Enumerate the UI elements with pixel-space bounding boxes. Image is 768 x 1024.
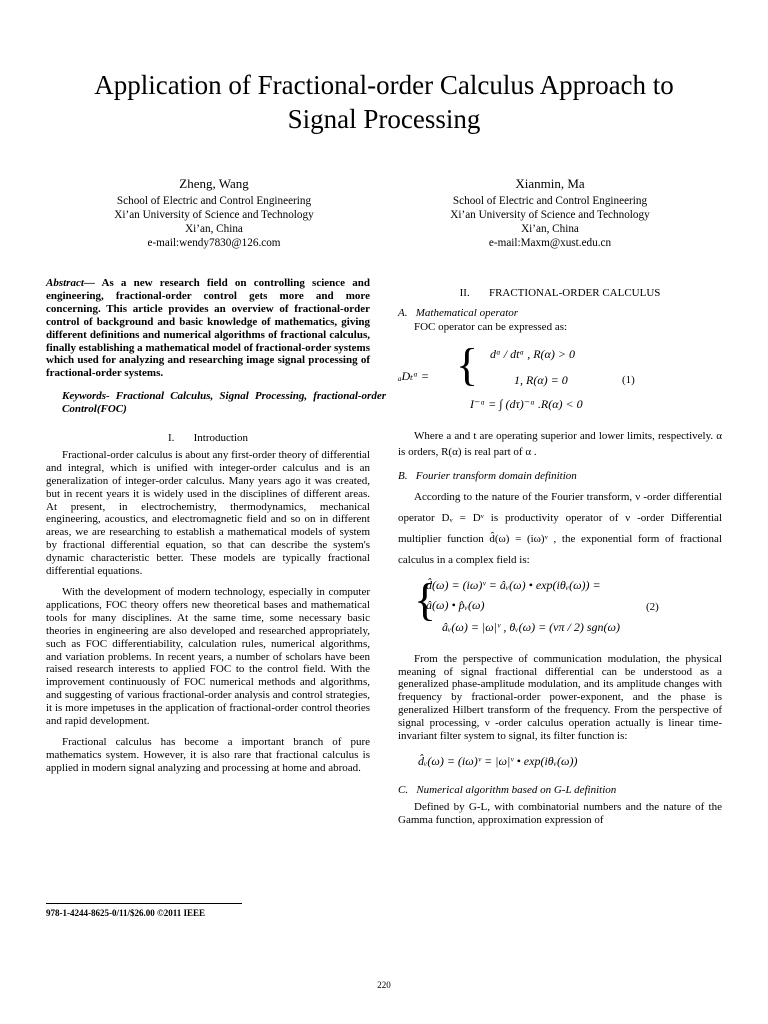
equation-case: 1, R(α) = 0 <box>514 372 568 387</box>
paragraph: From the perspective of communication modulation, the physical meaning of signal fractional differential can be understood as a generalized phase-amplitude modulation, and its amplitude changes with frequency by fractional-order power-exponent, and the phase is generalized Hilbert transform of the frequency. From the perspective of signal processing, ν -order calculus operation actually is linear time-invariant filter system to signal, its filter function is: <box>398 652 722 743</box>
author-email: e-mail:wendy7830@126.com <box>147 237 281 249</box>
equation-brace: { <box>456 338 479 390</box>
paragraph: FOC operator can be expressed as: <box>414 320 568 333</box>
equation-number: (1) <box>622 373 635 386</box>
paragraph: Fractional-order calculus is about any first-order theory of differential and integral, which is unified with integer-order calculus and is an generalization of integer-order calculus. Many years ago it was created, but in recent years it is widely used in the disciplines of different areas. At present, in electrochemistry, thermodynamics, mechanical engineering, acoustics, and electromagnetic field and so on in different areas, we are researching to establish a mathematical models of system by fractional differential equation, so that can describe the system's dynamic characteristic better. These models are typically fractional differential equations. <box>46 448 370 578</box>
author-email: e-mail:Maxm@xust.edu.cn <box>488 237 612 249</box>
subsection-heading: C. Numerical algorithm based on G-L definition <box>398 783 617 796</box>
footnote-rule <box>46 903 242 904</box>
equation-3: d̂ᵥ(ω) = (iω)ᵛ = |ω|ᵛ • exp(iθᵥ(ω)) <box>418 753 578 768</box>
equation-line: d̂(ω) = (iω)ᵛ = âᵥ(ω) • exp(iθᵥ(ω)) = <box>426 577 601 592</box>
paper-title-line-2: Signal Processing <box>287 104 481 134</box>
author-location: Xi’an, China <box>521 223 579 235</box>
section-foc <box>398 287 722 827</box>
abstract <box>46 277 370 380</box>
paragraph: Fractional calculus has become a important branch of pure mathematics system. However, it is also rare that fractional calculus is applied in modern signal analyzing and processing at home and abroad. <box>46 735 370 774</box>
equation-brace: { <box>414 573 437 625</box>
author-university: Xi’an University of Science and Technology <box>114 209 314 221</box>
author-name: Xianmin, Ma <box>515 176 585 191</box>
author-block-2 <box>400 176 700 250</box>
equation-1 <box>398 338 722 416</box>
abstract-text: As a new research field on controlling science and engineering, fractional-order control gets more and more concerning. This article provides an overview of fractional-order control of background and basic knowledge of mathematics, giving different definitions and numerical algorithms of fractional calculus, finally establishing a mathematical model of fractional-order systems which used for analyzing and researching image signal processing of fractional-order systems. <box>46 277 370 380</box>
equation-case: I⁻ᵅ = ∫ (dτ)⁻ᵅ .R(α) < 0 <box>470 396 583 411</box>
equation-lhs: ₐDₜᵅ = <box>398 368 430 383</box>
author-dept: School of Electric and Control Engineering <box>452 195 648 207</box>
section-introduction <box>46 432 370 775</box>
author-block-1 <box>64 176 364 250</box>
paragraph: Defined by G-L, with combinatorial numbers and the nature of the Gamma function, approximation expression of <box>398 800 722 826</box>
subsection-heading: A. Mathematical operator <box>398 306 519 319</box>
author-university: Xi’an University of Science and Technology <box>450 209 650 221</box>
paragraph: According to the nature of the Fourier transform, ν -order differential operator Dᵥ = Dᵛ is productivity operator of ν -order Differential multiplier function d̂(ω) = (iω)ᵛ , the exponential form of fractional calculus in a complex field is: <box>398 490 722 566</box>
author-dept: School of Electric and Control Engineering <box>116 195 312 207</box>
section-heading: I. Introduction <box>167 432 249 444</box>
subsection-heading: B. Fourier transform domain definition <box>398 469 577 482</box>
equation-number: (2) <box>646 600 659 613</box>
equation-2 <box>398 573 722 643</box>
section-heading: II. FRACTIONAL-ORDER CALCULUS <box>459 287 661 299</box>
paragraph: Where a and t are operating superior and lower limits, respectively. α is orders, R(α) is real part of α . <box>398 429 722 458</box>
equation-case: dᵅ / dtᵅ , R(α) > 0 <box>490 346 575 361</box>
paragraph: With the development of modern technology, especially in computer applications, FOC theory offers new theoretical bases and mathematical tools for many disciplines. At the same time, some necessary basic theories in engineering are also developed and researched appropriately, such as FOC differentiability, calculation rules, numerical algorithms, and variation problems. In recent years, a number of scholars have been raised research interests to applied FOC to the control field. With the improvement continuously of FOC numerical methods and algorithms, and suggesting of various fractional-order analysis and control strategies, it is more impetuses in the application of fractional-order control theories and rapid development. <box>46 585 370 728</box>
page-number: 220 <box>377 980 391 990</box>
paper-title <box>30 68 738 136</box>
equation-line: âᵥ(ω) = |ω|ᵛ , θᵥ(ω) = (νπ / 2) sgn(ω) <box>442 619 620 634</box>
paper-title-line-1: Application of Fractional-order Calculus Approach to <box>94 70 674 100</box>
equation-line: â(ω) • p̂ᵥ(ω) <box>426 597 485 612</box>
author-location: Xi’an, China <box>185 223 243 235</box>
footnote-copyright: 978-1-4244-8625-0/11/$26.00 ©2011 IEEE <box>46 908 205 918</box>
author-name: Zheng, Wang <box>179 176 249 191</box>
abstract-label: Abstract— <box>46 277 95 289</box>
keywords: Keywords- Fractional Calculus, Signal Processing, fractional-order Control(FOC) <box>62 390 386 415</box>
